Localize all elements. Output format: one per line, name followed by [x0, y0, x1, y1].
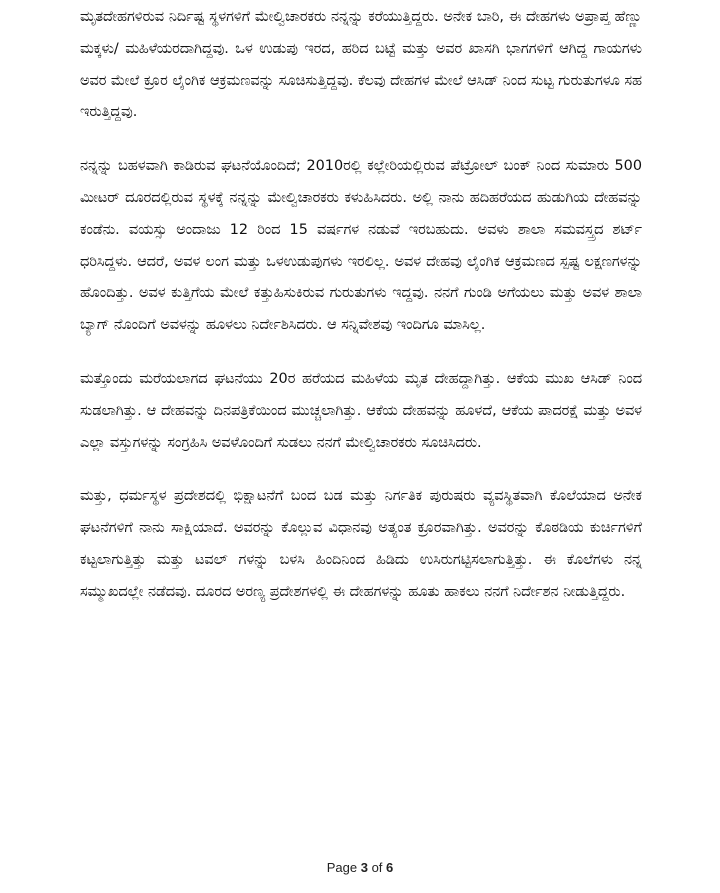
paragraph-1: ಮೃತದೇಹಗಳಿರುವ ನಿರ್ದಿಷ್ಟ ಸ್ಥಳಗಳಿಗೆ ಮೇಲ್ವಿಚಾರಕರು ನನ್ನನ್ನು ಕರೆಯುತ್ತಿದ್ದರು. ಅನೇಕ ಬಾರಿ, ಈ ದೇಹಗಳು ಅಪ್ರಾಪ್ತ ಹೆಣ್ಣು ಮಕ್ಕಳು/ ಮಹಿಳೆಯರದಾಗಿದ್ದವು. ಒಳ ಉಡುಪು ಇರದ, ಹರಿದ ಬಟ್ಟೆ ಮತ್ತು ಅವರ ಖಾಸಗಿ ಭಾಗಗಳಿಗೆ ಆಗಿದ್ದ ಗಾಯಗಳು ಅವರ ಮೇಲೆ ಕ್ರೂರ ಲೈಂಗಿಕ ಆಕ್ರಮಣವನ್ನು ಸೂಚಿಸುತ್ತಿದ್ದವು. ಕೆಲವು ದೇಹಗಳ ಮೇಲೆ ಆಸಿಡ್ ನಿಂದ ಸುಟ್ಟ ಗುರುತುಗಳೂ ಸಹ ಇರುತ್ತಿದ್ದವು.	[80, 9, 642, 121]
document-body	[80, 2, 642, 631]
total-pages-number: 6	[386, 860, 394, 875]
paragraph-3: ಮತ್ತೊಂದು ಮರೆಯಲಾಗದ ಘಟನೆಯು 20ರ ಹರೆಯದ ಮಹಿಳೆಯ ಮೃತ ದೇಹದ್ದಾಗಿತ್ತು. ಆಕೆಯ ಮುಖ ಆಸಿಡ್ ನಿಂದ ಸುಡಲಾಗಿತ್ತು. ಆ ದೇಹವನ್ನು ದಿನಪತ್ರಿಕೆಯಿಂದ ಮುಚ್ಚಲಾಗಿತ್ತು. ಆಕೆಯ ದೇಹವನ್ನು ಹೂಳದೆ, ಆಕೆಯ ಪಾದರಕ್ಷೆ ಮತ್ತು ಅವಳ ಎಲ್ಲಾ ವಸ್ತುಗಳನ್ನು ಸಂಗ್ರಹಿಸಿ ಅವಳೊಂದಿಗೆ ಸುಡಲು ನನಗೆ ಮೇಲ್ವಿಚಾರಕರು ಸೂಚಿಸಿದರು.	[80, 370, 642, 451]
current-page-number: 3	[360, 860, 368, 875]
paragraph-4: ಮತ್ತು, ಧರ್ಮಸ್ಥಳ ಪ್ರದೇಶದಲ್ಲಿ ಭಿಕ್ಷಾಟನೆಗೆ ಬಂದ ಬಡ ಮತ್ತು ನಿರ್ಗತಿಕ ಪುರುಷರು ವ್ಯವಸ್ಥಿತವಾಗಿ ಕೊಲೆಯಾದ ಅನೇಕ ಘಟನೆಗಳಿಗೆ ನಾನು ಸಾಕ್ಷಿಯಾದೆ. ಅವರನ್ನು ಕೊಲ್ಲುವ ವಿಧಾನವು ಅತ್ಯಂತ ಕ್ರೂರವಾಗಿತ್ತು. ಅವರನ್ನು ಕೊಠಡಿಯ ಕುರ್ಚಿಗಳಿಗೆ ಕಟ್ಟಲಾಗುತ್ತಿತ್ತು ಮತ್ತು ಟವಲ್ ಗಳನ್ನು ಬಳಸಿ ಹಿಂದಿನಿಂದ ಹಿಡಿದು ಉಸಿರುಗಟ್ಟಿಸಲಾಗುತ್ತಿತ್ತು. ಈ ಕೊಲೆಗಳು ನನ್ನ ಸಮ್ಮುಖದಲ್ಲೇ ನಡೆದವು. ದೂರದ ಅರಣ್ಯ ಪ್ರದೇಶಗಳಲ್ಲಿ ಈ ದೇಹಗಳನ್ನು ಹೂತು ಹಾಕಲು ನನಗೆ ನಿರ್ದೇಶನ ನೀಡುತ್ತಿದ್ದರು.	[80, 488, 642, 600]
paragraph-2: ನನ್ನನ್ನು ಬಹಳವಾಗಿ ಕಾಡಿರುವ ಘಟನೆಯೊಂದಿದೆ; 2010ರಲ್ಲಿ ಕಲ್ಲೇರಿಯಲ್ಲಿರುವ ಪೆಟ್ರೋಲ್ ಬಂಕ್ ನಿಂದ ಸುಮಾರು 500 ಮೀಟರ್ ದೂರದಲ್ಲಿರುವ ಸ್ಥಳಕ್ಕೆ ನನ್ನನ್ನು ಮೇಲ್ವಿಚಾರಕರು ಕಳುಹಿಸಿದರು. ಅಲ್ಲಿ ನಾನು ಹದಿಹರೆಯದ ಹುಡುಗಿಯ ದೇಹವನ್ನು ಕಂಡೆನು. ವಯಸ್ಸು ಅಂದಾಜು 12 ರಿಂದ 15 ವರ್ಷಗಳ ನಡುವೆ ಇರಬಹುದು. ಅವಳು ಶಾಲಾ ಸಮವಸ್ತ್ರದ ಶರ್ಟ್ ಧರಿಸಿದ್ದಳು. ಆದರೆ, ಅವಳ ಲಂಗ ಮತ್ತು ಒಳಉಡುಪುಗಳು ಇರಲಿಲ್ಲ. ಅವಳ ದೇಹವು ಲೈಂಗಿಕ ಆಕ್ರಮಣದ ಸ್ಪಷ್ಟ ಲಕ್ಷಣಗಳನ್ನು ಹೊಂದಿತ್ತು. ಅವಳ ಕುತ್ತಿಗೆಯ ಮೇಲೆ ಕತ್ತುಹಿಸುಕಿರುವ ಗುರುತುಗಳು ಇದ್ದವು. ನನಗೆ ಗುಂಡಿ ಅಗೆಯಲು ಮತ್ತು ಅವಳ ಶಾಲಾ ಬ್ಯಾಗ್ ನೊಂದಿಗೆ ಅವಳನ್ನು ಹೂಳಲು ನಿರ್ದೇಶಿಸಿದರು. ಆ ಸನ್ನಿವೇಶವು ಇಂದಿಗೂ ಮಾಸಿಲ್ಲ.	[80, 158, 642, 334]
of-word: of	[371, 860, 383, 875]
page-footer	[0, 860, 720, 875]
page-word: Page	[326, 860, 358, 875]
